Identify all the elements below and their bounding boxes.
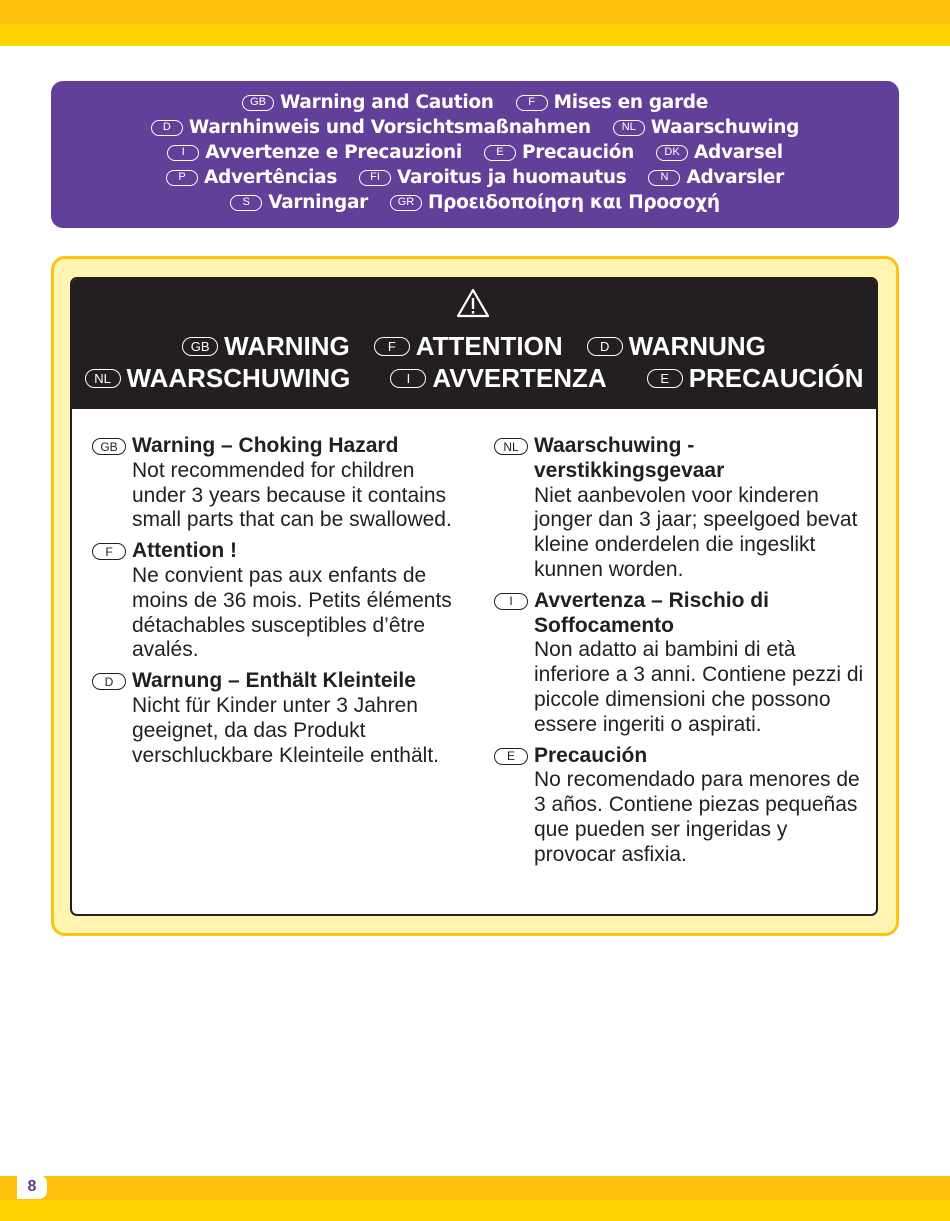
entry-body: Nicht für Kinder unter 3 Jahren geeignet, da das Produkt verschluckbare Kleinteile enthält.: [132, 693, 440, 767]
warning-entry-i: [494, 589, 864, 738]
language-badge: GB: [242, 95, 274, 111]
warning-label: [70, 277, 878, 916]
warning-header-line: [72, 331, 876, 362]
language-badge: S: [230, 195, 262, 211]
header-item-label: Varningar: [268, 192, 368, 213]
language-badge: N: [648, 170, 680, 186]
warning-header-item: [587, 331, 766, 362]
warning-entry-e: [494, 744, 864, 868]
language-badge: E: [494, 748, 528, 765]
header-item: [656, 142, 783, 163]
header-item-label: Varoitus ja huomautus: [397, 167, 627, 188]
header-item-label: Προειδοποίηση και Προσοχή: [427, 192, 720, 213]
warning-header-label: WAARSCHUWING: [126, 363, 351, 393]
warning-header-label: ATTENTION: [415, 331, 563, 361]
warning-header-item: [374, 331, 563, 362]
header-item: [151, 117, 591, 138]
warning-header-line: [72, 363, 876, 394]
header-line: [51, 142, 899, 163]
languages-header: [51, 81, 899, 228]
language-badge: D: [587, 337, 623, 356]
top-yellow-band: [0, 0, 950, 46]
header-item-label: Precaución: [521, 142, 635, 163]
header-line: [51, 192, 899, 213]
language-badge: FI: [359, 170, 391, 186]
warning-entry-f: [92, 539, 462, 663]
entry-body: Non adatto ai bambini di età inferiore a 3 anni. Contiene pezzi di piccole dimensioni che possono essere ingeriti o aspirati.: [534, 638, 864, 736]
language-badge: NL: [613, 120, 645, 136]
language-badge: F: [374, 337, 410, 356]
language-badge: I: [167, 145, 199, 161]
header-item-label: Advarsler: [686, 167, 785, 188]
language-badge: F: [92, 543, 126, 560]
warning-header-item: [647, 363, 864, 394]
header-item-label: Advertências: [203, 167, 338, 188]
warning-header-label: PRECAUCIÓN: [688, 363, 864, 393]
header-line: [51, 92, 899, 113]
header-item: [484, 142, 634, 163]
header-item-label: Warnhinweis und Vorsichtsmaßnahmen: [188, 117, 591, 138]
language-badge: P: [166, 170, 198, 186]
warning-header-item: [390, 363, 606, 394]
warning-entry-nl: [494, 434, 864, 583]
language-badge: I: [390, 369, 426, 388]
language-badge: NL: [85, 369, 121, 388]
entry-title: Warning – Choking Hazard: [132, 434, 399, 457]
warning-entry-d: [92, 669, 462, 768]
header-item: [359, 167, 626, 188]
entry-body: Ne convient pas aux enfants de moins de 36 mois. Petits éléments détachables susceptibles d’être avalés.: [132, 563, 452, 662]
entry-title: Attention !: [132, 539, 237, 563]
warning-header-item: [182, 331, 350, 362]
warning-header: [72, 279, 876, 409]
language-badge: E: [484, 145, 516, 161]
warning-entry-gb: [92, 434, 462, 533]
header-item: [166, 167, 337, 188]
entry-title: Avvertenza – Rischio di Soffocamento: [534, 588, 769, 637]
header-item-label: Warning and Caution: [279, 92, 494, 113]
header-item-label: Advarsel: [694, 142, 783, 163]
header-item: [230, 192, 368, 213]
language-badge: F: [516, 95, 548, 111]
entry-body: Not recommended for children under 3 years because it contains small parts that can be swallowed.: [132, 458, 452, 532]
header-item-label: Avvertenze e Precauzioni: [205, 142, 462, 163]
language-badge: GB: [182, 337, 218, 356]
header-item: [167, 142, 462, 163]
entry-body: Niet aanbevolen voor kinderen jonger dan 3 jaar; speelgoed bevat kleine onderdelen die ingeslikt kunnen worden.: [534, 483, 858, 581]
language-badge: GB: [92, 438, 126, 455]
language-badge: D: [92, 673, 126, 690]
entry-title: Warnung – Enthält Kleinteile: [132, 669, 416, 693]
right-column: [494, 434, 864, 874]
header-item: [390, 192, 720, 213]
warning-header-item: [85, 363, 351, 394]
bottom-yellow-band: [0, 1176, 950, 1221]
header-item-label: Mises en garde: [553, 92, 709, 113]
page-number: 8: [17, 1175, 47, 1199]
left-column: [92, 434, 462, 774]
warning-header-label: WARNING: [224, 331, 350, 361]
header-item: [242, 92, 494, 113]
header-item-label: Waarschuwing: [650, 117, 800, 138]
language-badge: DK: [656, 145, 688, 161]
language-badge: I: [494, 593, 528, 610]
entry-title: Waarschuwing - verstikkingsgevaar: [534, 434, 725, 482]
header-line: [51, 117, 899, 138]
header-item: [613, 117, 799, 138]
header-item: [516, 92, 708, 113]
warning-triangle-icon: [456, 288, 490, 318]
entry-body: No recomendado para menores de 3 años. Contiene piezas pequeñas que pueden ser ingeridas y provocar asfixia.: [534, 768, 860, 866]
language-badge: NL: [494, 438, 528, 455]
language-badge: E: [647, 369, 683, 388]
language-badge: D: [151, 120, 183, 136]
warning-header-label: WARNUNG: [628, 331, 766, 361]
language-badge: GR: [390, 195, 422, 211]
header-line: [51, 167, 899, 188]
entry-title: Precaución: [534, 743, 648, 767]
header-item: [648, 167, 784, 188]
warning-header-label: AVVERTENZA: [432, 363, 607, 393]
